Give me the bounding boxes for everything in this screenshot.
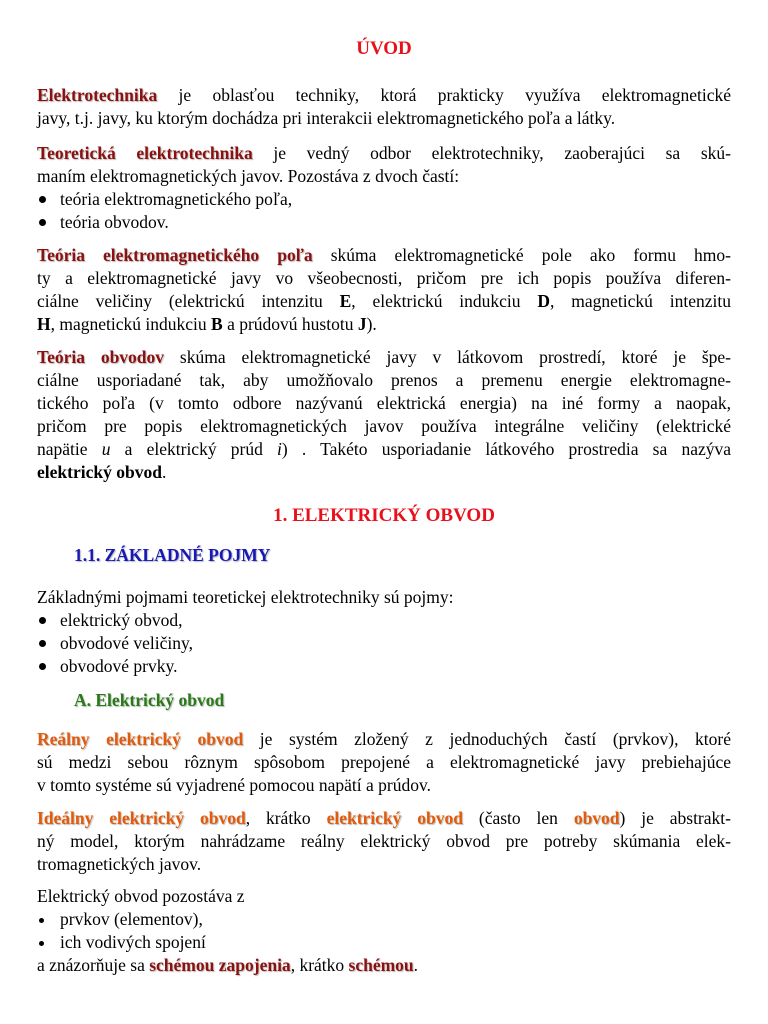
paragraph-line bbox=[37, 244, 731, 267]
text-span: ciálne veličiny (elektrickú intenzitu bbox=[37, 291, 340, 311]
term-idealny-obvod: Ideálny elektrický obvod bbox=[37, 808, 246, 828]
text-span: , magnetickú intenzitu bbox=[550, 291, 731, 311]
paragraph-teoria-pola bbox=[37, 244, 731, 336]
paragraph-line bbox=[37, 346, 731, 369]
text-span: skúma elektromagnetické javy v látkovom prostredí, ktoré je špe- bbox=[164, 347, 731, 367]
text-span: ) . Takéto usporiadanie látkového prostredia sa nazýva bbox=[281, 439, 731, 459]
paragraph-line bbox=[37, 728, 731, 751]
symbol-b: B bbox=[211, 314, 223, 334]
bullet-list-pojmy bbox=[37, 609, 193, 678]
paragraph-line: ciálne usporiadané tak, aby umožňovalo prenos a premenu energie elektromagne- bbox=[37, 370, 731, 390]
text-span: je systém zložený z jednoduchých častí (prvkov), ktoré bbox=[243, 729, 731, 749]
list-item bbox=[37, 908, 206, 931]
text-span: , elektrickú indukciu bbox=[351, 291, 538, 311]
list-item-text: obvodové prvky. bbox=[60, 656, 178, 676]
paragraph-line: v tomto systéme sú vyjadrené pomocou napätí a prúdov. bbox=[37, 775, 431, 795]
term-realny-obvod: Reálny elektrický obvod bbox=[37, 729, 244, 749]
term-obvod: obvod bbox=[573, 808, 620, 828]
paragraph-elektrotechnika bbox=[37, 84, 731, 130]
symbol-i: i bbox=[277, 439, 282, 459]
list-item bbox=[37, 632, 193, 655]
list-item bbox=[37, 211, 292, 234]
term-teoria-pola: Teória elektromagnetického poľa bbox=[37, 245, 313, 265]
symbol-e: E bbox=[339, 291, 352, 311]
paragraph-line: sú medzi sebou rôznym spôsobom prepojené a elektromagnetické javy prebiehajúce bbox=[37, 752, 731, 772]
list-item-text: teória elektromagnetického poľa, bbox=[60, 189, 293, 209]
term-teoreticka-elektrotechnika: Teoretická elektrotechnika bbox=[37, 143, 253, 163]
text-span: a znázorňuje sa bbox=[37, 955, 150, 975]
list-item-text: obvodové veličiny, bbox=[60, 633, 194, 653]
paragraph-line bbox=[37, 461, 731, 484]
intro-title: ÚVOD bbox=[356, 38, 412, 59]
list-item bbox=[37, 188, 292, 211]
bullet-icon bbox=[39, 918, 44, 923]
symbol-u: u bbox=[101, 439, 111, 459]
text-span: ). bbox=[366, 314, 377, 334]
text-span: , krátko bbox=[290, 955, 349, 975]
paragraph-line: maním elektromagnetických javov. Pozostáva z dvoch častí: bbox=[37, 166, 460, 186]
paragraph-pozostava bbox=[37, 885, 731, 908]
paragraph-line bbox=[37, 954, 731, 977]
text-span: (často len bbox=[463, 808, 574, 828]
paragraph-line bbox=[37, 807, 731, 830]
paragraph-zakladne-pojmy bbox=[37, 586, 731, 609]
paragraph-teoreticka-elektrotechnika bbox=[37, 142, 731, 188]
paragraph-teoria-obvodov bbox=[37, 346, 731, 484]
paragraph-line: Elektrický obvod pozostáva z bbox=[37, 886, 245, 906]
text-span: , magnetickú indukciu bbox=[50, 314, 212, 334]
paragraph-idealny-obvod bbox=[37, 807, 731, 876]
paragraph-line: ty a elektromagnetické javy vo všeobecnosti, pričom pre ich popis používa diferen- bbox=[37, 268, 731, 288]
symbol-j: J bbox=[357, 314, 367, 334]
symbol-h: H bbox=[37, 314, 51, 334]
term-elektrotechnika: Elektrotechnika bbox=[37, 85, 158, 105]
list-item-text: ich vodivých spojení bbox=[60, 932, 206, 952]
text-span: . bbox=[413, 955, 419, 975]
section-title: 1.1. ZÁKLADNÉ POJMY bbox=[74, 545, 271, 565]
text-span: je vedný odbor elektrotechniky, zaoberajúci sa skú- bbox=[252, 143, 731, 163]
paragraph-schema bbox=[37, 954, 731, 977]
list-item bbox=[37, 931, 206, 954]
term-schemou-zapojenia: schémou zapojenia bbox=[149, 955, 291, 975]
paragraph-line: pričom pre popis elektromagnetických javov používa integrálne veličiny (elektrické bbox=[37, 416, 731, 436]
bullet-icon bbox=[39, 941, 44, 946]
text-span: , krátko bbox=[245, 808, 327, 828]
text-span: napätie bbox=[37, 439, 102, 459]
paragraph-line: Základnými pojmami teoretickej elektrotechniky sú pojmy: bbox=[37, 587, 454, 607]
paragraph-line bbox=[37, 142, 731, 165]
list-item-text: elektrický obvod, bbox=[60, 610, 183, 630]
term-elektricky-obvod-short: elektrický obvod bbox=[326, 808, 463, 828]
list-item-text: prvkov (elementov), bbox=[60, 909, 203, 929]
text-span: je oblasťou techniky, ktorá prakticky využíva elektromagnetické bbox=[157, 85, 731, 105]
list-item bbox=[37, 655, 193, 678]
text-span: ) je abstrakt- bbox=[619, 808, 731, 828]
text-span: a prúdovú hustotu bbox=[222, 314, 358, 334]
bullet-icon bbox=[39, 219, 46, 226]
paragraph-line: tromagnetických javov. bbox=[37, 854, 202, 874]
text-span: skúma elektromagnetické pole ako formu hmo- bbox=[312, 245, 731, 265]
bullet-list-parts bbox=[37, 188, 292, 234]
paragraph-line: ný model, ktorým nahrádzame reálny elektrický obvod pre potreby skúmania elek- bbox=[37, 831, 731, 851]
chapter-title: 1. ELEKTRICKÝ OBVOD bbox=[273, 505, 495, 526]
paragraph-line bbox=[37, 84, 731, 107]
symbol-d: D bbox=[537, 291, 551, 311]
paragraph-realny-obvod bbox=[37, 728, 731, 797]
paragraph-line bbox=[37, 313, 731, 336]
term-schemou: schémou bbox=[348, 955, 414, 975]
text-span: a elektrický prúd bbox=[110, 439, 278, 459]
bullet-icon bbox=[39, 196, 46, 203]
bullet-list-pozostava bbox=[37, 908, 206, 954]
term-teoria-obvodov: Teória obvodov bbox=[37, 347, 165, 367]
paragraph-line bbox=[37, 438, 731, 461]
list-item-text: teória obvodov. bbox=[60, 212, 169, 232]
bullet-icon bbox=[39, 617, 46, 624]
bullet-icon bbox=[39, 663, 46, 670]
text-span: . bbox=[161, 462, 167, 482]
subsection-title: A. Elektrický obvod bbox=[74, 690, 225, 710]
list-item bbox=[37, 609, 193, 632]
term-elektricky-obvod: elektrický obvod bbox=[37, 462, 162, 482]
bullet-icon bbox=[39, 640, 46, 647]
paragraph-line: javy, t.j. javy, ku ktorým dochádza pri interakcii elektromagnetického poľa a látky. bbox=[37, 108, 616, 128]
paragraph-line: tického poľa (v tomto odbore nazývanú elektrická energia) na iné formy a naopak, bbox=[37, 393, 731, 413]
paragraph-line bbox=[37, 290, 731, 313]
